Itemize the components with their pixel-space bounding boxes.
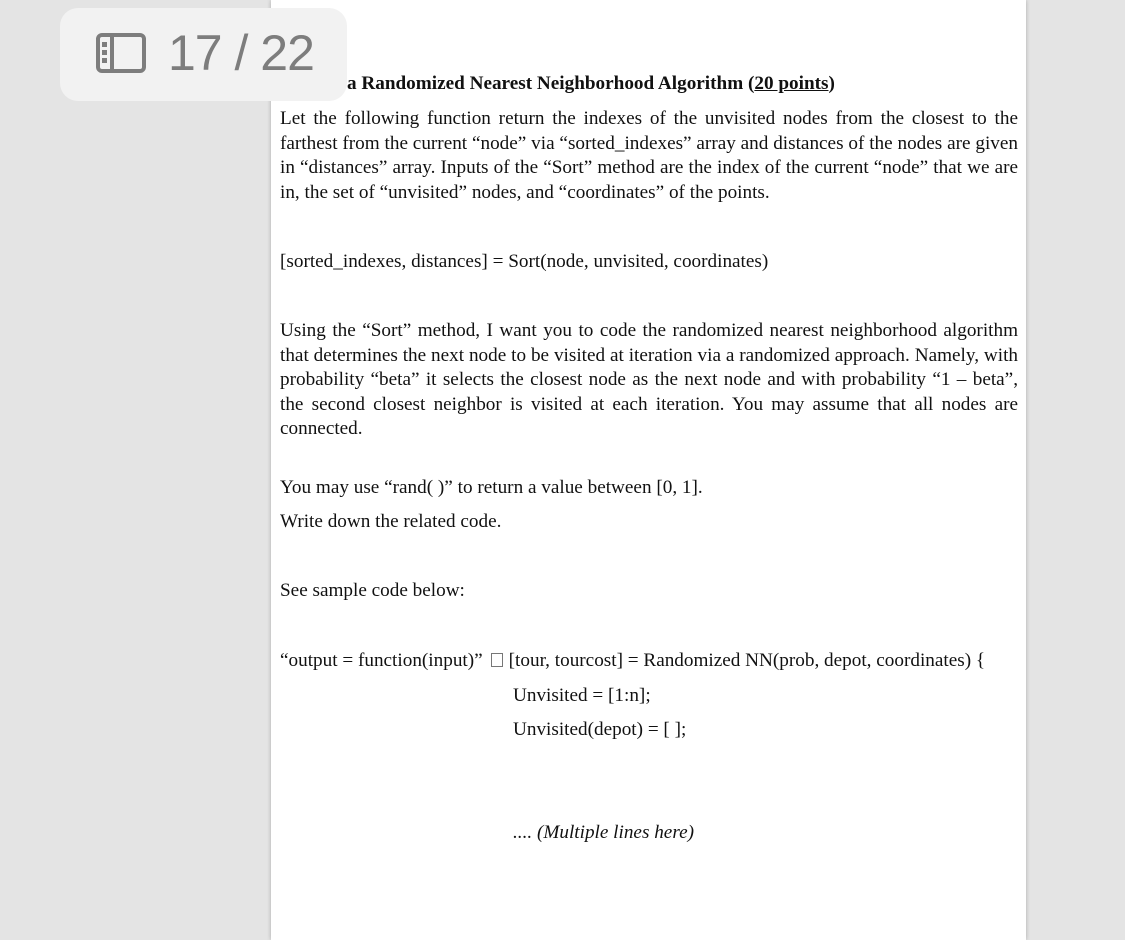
code-first-line (280, 650, 985, 672)
page-indicator[interactable] (60, 8, 347, 101)
instruction: Write down the related code. (280, 511, 502, 532)
code-line: [tour, tourcost] = Randomized NN(prob, depot, coordinates) { (508, 650, 986, 671)
question-title (347, 72, 1085, 97)
paragraph-algorithm-description: Using the “Sort” method, I want you to code the randomized nearest neighborhood algorithm that determines the next node to be visited at iteration via a randomized approach. Namely, with probability “beta” it selects the closest node as the next node and with probability “1 – beta”, the second closest neighbor is visited at each iteration. You may assume that all nodes are connected. (280, 320, 1018, 439)
sort-signature: [sorted_indexes, distances] = Sort(node, unvisited, coordinates) (280, 251, 769, 272)
sample-intro: See sample code below: (280, 580, 465, 601)
paragraph-sort-description: Let the following function return the indexes of the unvisited nodes from the closest to the farthest from the current “node” via “sorted_indexes” array and distances of the nodes are given in “distances” array. Inputs of the “Sort” method are the index of the current “node” that we are in, the set of “unvisited” nodes, and “coordinates” of the points. (280, 108, 1018, 203)
points-label: 20 points (754, 73, 829, 94)
code-line: Unvisited = [1:n]; (513, 685, 651, 706)
code-placeholder: .... (Multiple lines here) (513, 822, 694, 843)
page-number: 17 / 22 (168, 25, 314, 81)
title-suffix: ) (828, 73, 835, 94)
sidebar-toggle-icon[interactable] (96, 33, 146, 73)
document-page (271, 0, 1026, 940)
code-line: Unvisited(depot) = [ ]; (513, 719, 687, 740)
code-hint: “output = function(input)” (280, 650, 483, 671)
title-text: a Randomized Nearest Neighborhood Algorithm ( (347, 73, 755, 94)
missing-glyph-icon (491, 653, 503, 667)
rand-note: You may use “rand( )” to return a value between [0, 1]. (280, 477, 703, 498)
